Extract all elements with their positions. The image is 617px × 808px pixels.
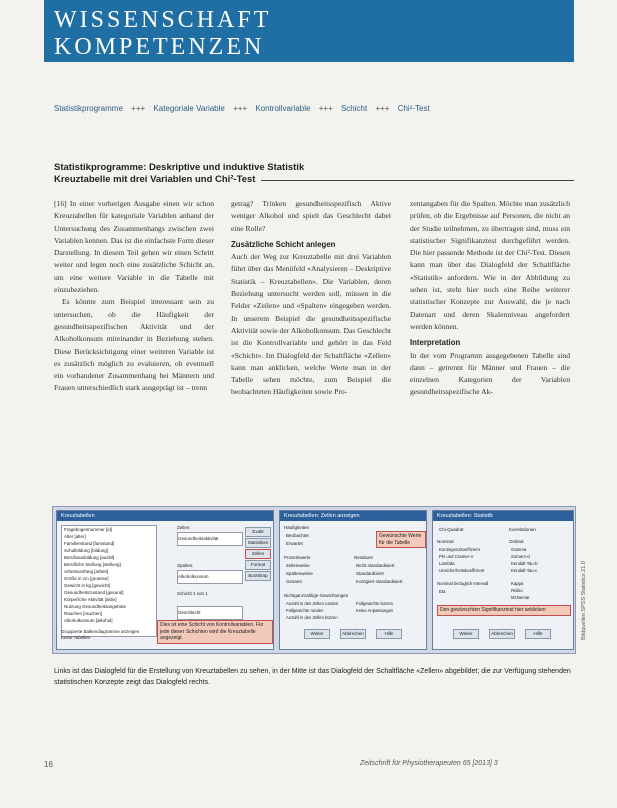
subheading: Zusätzliche Schicht anlegen <box>231 239 336 249</box>
variable-item[interactable]: Familienstand [famstand] <box>64 541 115 546</box>
observed-check[interactable]: Beobachtet <box>286 533 309 538</box>
keyword-separator: +++ <box>318 104 333 113</box>
truncate-cells-radio[interactable]: Anzahl in den Zellen kürzen <box>286 615 338 620</box>
article-title-line2: Kreuztabelle mit drei Variablen und Chi²-Test <box>54 174 256 185</box>
std-check[interactable]: Standardisiert <box>356 571 384 576</box>
variable-item[interactable]: Nutzung Gesundheitsangebote <box>64 604 127 609</box>
uncertainty-check[interactable]: Unsicherheitskoeffizient <box>439 568 485 573</box>
paragraph: [16] In einer vorherigen Ausgabe einen wir schon Kreuztabellen für kategoriale Variablen anhand der Untersuchung des Zusammenhangs zwischen zwei Variablen kennen. Das ist die einfachste Form dieser Darstellung. In diesem Teil gehen wir einen Schritt weiter und legen noch eine zusätzliche Schicht an, um eine weitere Variable in die Tabelle mit einzubeziehen. <box>54 199 214 295</box>
article-title-line1: Statistikprogramme: Deskriptive und induktive Statistik <box>54 162 305 173</box>
col-pct-check[interactable]: Spaltenweise <box>286 571 313 576</box>
help-button[interactable]: Hilfe <box>376 629 402 639</box>
paragraph: Es könnte zum Beispiel interessant sein zu untersuchen, ob die Häufigkeit der gesundheitsspezifischen Aktivität und der Alkoholkonsum miteinander in Beziehung stehen. Diese Berücksichtigung einer weiteren Variable ist es zusätzlich möglich zu evaluieren, ob eventuell ein vorhandener Zusammenhang bei Männern und Frauen unterschiedlich stark ausgeprägt ist – trenn <box>54 297 214 393</box>
rows-label: Zeilen: <box>177 525 191 530</box>
keyword-separator: +++ <box>375 104 390 113</box>
keyword: Kontrollvariable <box>255 104 311 113</box>
group-label: Nominal <box>437 539 454 544</box>
row-pct-check[interactable]: Zeilenweise <box>286 563 310 568</box>
keyword-bar <box>54 104 574 113</box>
text-column-3 <box>410 198 570 399</box>
section-title-line1: WISSENSCHAFT <box>54 7 272 33</box>
variable-item[interactable]: Arbeitsumfang [arbeit] <box>64 569 109 574</box>
eta-check[interactable]: Eta <box>439 589 446 594</box>
layer-field[interactable]: Geschlecht <box>177 606 243 620</box>
keyword: Kategoriale Variable <box>153 104 225 113</box>
text-column-2 <box>231 198 391 399</box>
dialog-title: Kreuztabellen: Statistik <box>433 511 573 521</box>
format-button[interactable]: Format <box>245 560 271 570</box>
dialog-crosstabs <box>56 510 274 650</box>
help-button[interactable]: Hilfe <box>525 629 551 639</box>
variable-item[interactable]: Größe in cm [groesse] <box>64 576 109 581</box>
group-label: Prozentwerte <box>284 555 311 560</box>
columns-label: Spalten: <box>177 563 194 568</box>
continue-button[interactable]: Weiter <box>453 629 479 639</box>
risk-check[interactable]: Risiko <box>511 588 523 593</box>
article-title-line2-row <box>54 174 574 186</box>
annotation-note: Dies ist eine Schicht von Kontrollvariablen. Für jede dieser Schichten wird die Kreuztabelle angezeigt. <box>157 620 273 644</box>
continue-button[interactable]: Weiter <box>304 629 330 639</box>
annotation-note: Gewünschte Werte für die Tabelle <box>376 531 426 548</box>
dialog-title: Kreuztabellen: Zellen anzeigen <box>280 511 426 521</box>
spss-dialog-figure <box>52 506 576 654</box>
paragraph: In der vom Programm ausgegebenen Tabelle sind dann – getrennt für Männer und Frauen – die einzelnen Kategorien der Variablen gesundheitsspezifische Ak- <box>410 350 570 397</box>
paragraph: getrag? Trinken gesundheitsspezifisch Aktive weniger Alkohol und spielt das Geschlecht dabei eine Rolle? <box>231 199 391 233</box>
kappa-check[interactable]: Kappa <box>511 581 524 586</box>
truncate-weights-radio[interactable]: Fallgewichte kürzen <box>356 601 394 606</box>
variable-list <box>61 525 157 637</box>
paragraph: zentangaben für die Spalten. Möchte man zusätzlich prüfen, ob die Ergebnisse auf Personen, die nicht an der Studie teilnehmen, zu übertragen sind, muss ein statistischer Signifikanztest durchgeführt werden. Die hier passende Methode ist der Chi²-Test. Diesen kann man über das Dialogfeld der Schaltfläche «Statistik» anfordern. Wie in der Abbildung zu sehen ist, steht hier noch eine Reihe weiterer statistischer Konzepte zur Auswahl, die je nach Datenart und deren Skalenniveau angefordert werden können. <box>410 199 570 331</box>
kendall-c-check[interactable]: Kendall-Tau-c <box>511 568 538 573</box>
contingency-check[interactable]: Kontingenzkoeffizient <box>439 547 480 552</box>
keyword: Chi²-Test <box>397 104 430 113</box>
lambda-check[interactable]: Lambda <box>439 561 455 566</box>
total-pct-check[interactable]: Gesamt <box>286 579 302 584</box>
correlations-check[interactable]: Korrelationen <box>509 527 536 532</box>
keyword: Statistikprogramme <box>54 104 123 113</box>
keyword-separator: +++ <box>131 104 146 113</box>
cells-button[interactable]: Zellen <box>245 549 271 559</box>
title-rule <box>261 180 574 181</box>
article-title <box>54 162 574 186</box>
gamma-check[interactable]: Gamma <box>511 547 527 552</box>
chi-square-check[interactable]: Chi-Quadrat <box>439 527 464 532</box>
subheading: Interpretation <box>410 338 461 348</box>
columns-field[interactable]: Alkoholkonsum <box>177 570 243 584</box>
expected-check[interactable]: Erwartet <box>286 541 303 546</box>
variable-item[interactable]: Schulbildung [bildung] <box>64 548 109 553</box>
paragraph: Auch der Weg zur Kreuztabelle mit drei Variablen führt über das Menüfeld «Analysieren – Deskriptive Statistik – Kreuztabellen». Die Variablen, deren Beziehung untersucht werden soll, müssen in die Felder «Zeilen» und «Spalten» eingegeben werden. In unserem Beispiel die gesundheitsspezifische Aktivität sowie der Alkoholkonsum. Das Geschlecht ist die Kontrollvariable und gehört in das Feld «Schicht». Im Dialogfeld der Schaltfläche «Zellen» kann man anklicken, welche Werte man in der Tabelle sehen möchte, zum Beispiel die beobachteten Häufigkeiten sowie Pro- <box>231 252 391 397</box>
exact-button[interactable]: Exakt <box>245 527 271 537</box>
section-title-line2: KOMPETENZEN <box>54 34 265 60</box>
rows-field[interactable]: Gesundheitsaktivität <box>177 532 243 546</box>
phi-check[interactable]: Phi und Cramer-V <box>439 554 474 559</box>
variable-item[interactable]: Berufliche Stellung [stellung] <box>64 562 121 567</box>
annotation-note: Den gewünschten Signifikanztest hier anklicken <box>437 605 571 616</box>
group-label: Häufigkeiten <box>284 525 310 530</box>
group-label: Nichtganzzahlige Gewichtungen <box>284 593 349 598</box>
variable-item[interactable]: Gewicht in kg [gewicht] <box>64 583 111 588</box>
mcnemar-check[interactable]: McNemar <box>511 595 530 600</box>
group-label: Residuen <box>354 555 374 560</box>
figure-caption: Links ist das Dialogfeld für die Erstellung von Kreuztabellen zu sehen, in der Mitte ist das Dialogfeld der Schaltfläche «Zellen» abgebildet; die zur Verfügung stehenden statistischen Konzepte zeigt das Dialogfeld rechts. <box>54 668 571 686</box>
variable-item[interactable]: Alkoholkonsum [alkohol] <box>64 618 113 623</box>
kendall-b-check[interactable]: Kendall-Tau-b <box>511 561 538 566</box>
bootstrap-button[interactable]: Bootstrap <box>245 571 271 581</box>
statistics-button[interactable]: Statistiken <box>245 538 271 548</box>
group-label: Ordinal <box>509 539 524 544</box>
keyword: Schicht <box>340 104 368 113</box>
image-source-note: Bildquellen SPSS Statistics 21.0 <box>581 561 587 640</box>
round-cells-radio[interactable]: Anzahl in den Zellen runden <box>286 601 339 606</box>
journal-reference: Zeitschrift für Physiotherapeuten 65 [2013] 3 <box>360 760 498 767</box>
variable-item[interactable]: Rauchen [rauchen] <box>64 611 103 616</box>
unstd-check[interactable]: Nicht standardisiert <box>356 563 395 568</box>
dialog-title: Kreuztabellen <box>57 511 273 521</box>
clustered-bar-check[interactable]: Gruppierte Balkendiagramme anzeigen <box>61 629 140 634</box>
round-weights-radio[interactable]: Fallgewichte runden <box>286 608 324 613</box>
section-header-band <box>44 0 574 62</box>
adj-std-check[interactable]: Korrigiert standardisiert <box>356 579 403 584</box>
no-tables-check[interactable]: Keine Tabellen <box>61 635 91 640</box>
no-adjust-radio[interactable]: Keine Anpassungen <box>356 608 394 613</box>
page-number: 16 <box>44 760 53 769</box>
layer-label: Schicht 1 von 1 <box>177 591 208 596</box>
variable-item[interactable]: Körperliche Aktivität [aktiv] <box>64 597 117 602</box>
dialog-cells <box>279 510 427 650</box>
cancel-button[interactable]: Abbrechen <box>340 629 366 639</box>
variable-item[interactable]: Fragebogennummer [id] <box>64 527 113 532</box>
keyword-separator: +++ <box>233 104 248 113</box>
dialog-statistics <box>432 510 574 650</box>
text-column-1 <box>54 198 214 395</box>
variable-item[interactable]: Gesundheitszustand [gesund] <box>64 590 124 595</box>
variable-item[interactable]: Alter [alter] <box>64 534 86 539</box>
variable-item[interactable]: Berufsausbildung [ausbil] <box>64 555 115 560</box>
cancel-button[interactable]: Abbrechen <box>489 629 515 639</box>
group-label: Nominal bezüglich Intervall <box>437 581 489 586</box>
somers-check[interactable]: Somers-d <box>511 554 530 559</box>
